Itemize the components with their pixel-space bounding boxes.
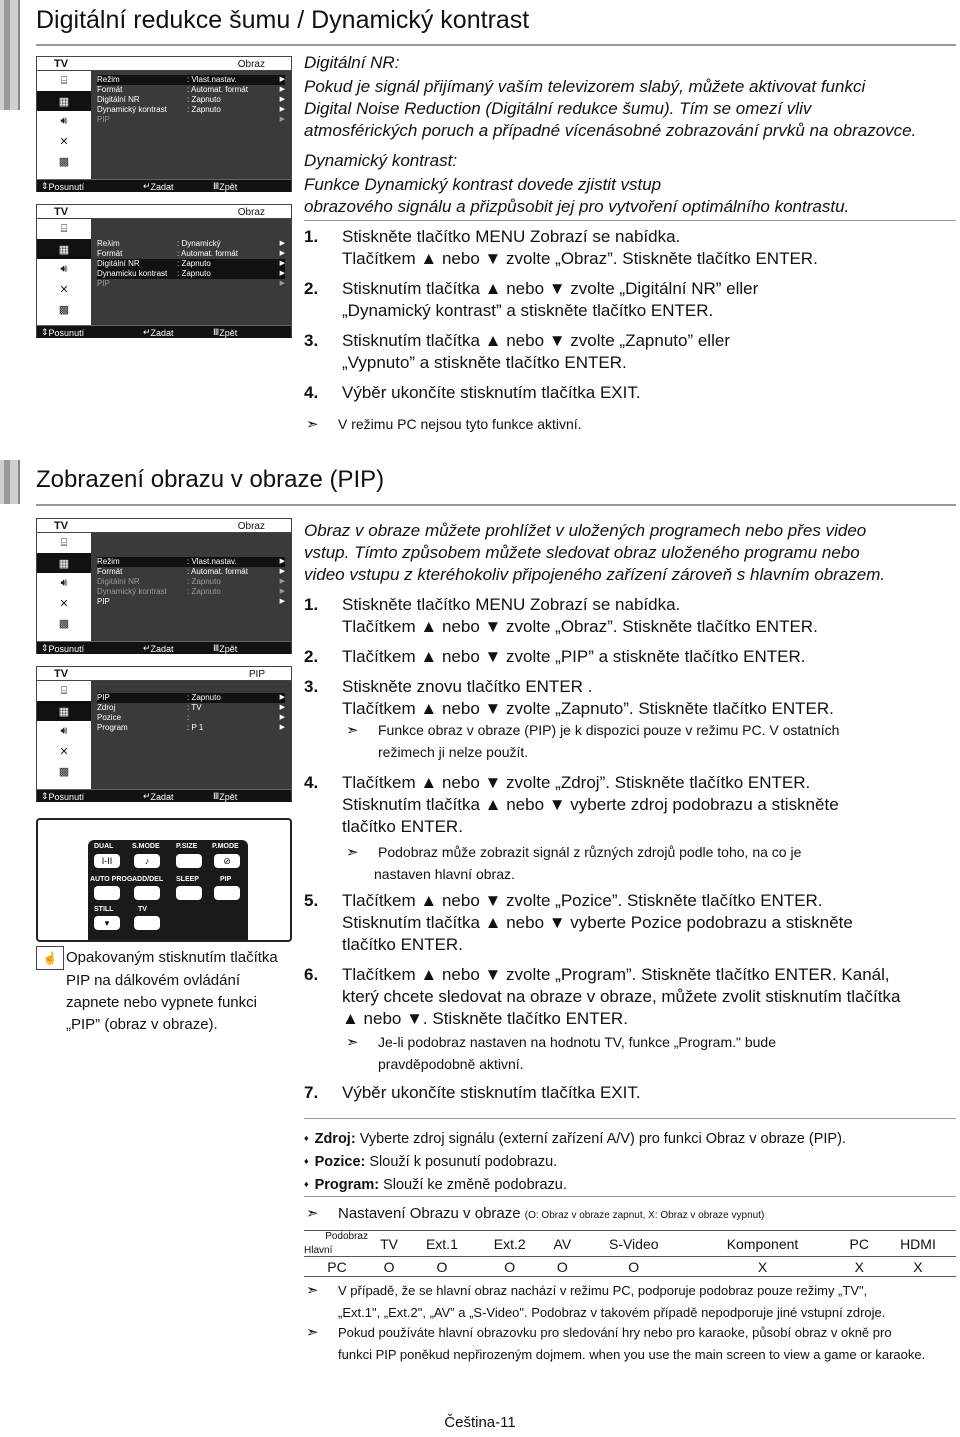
sound-icon: 🔊︎ xyxy=(60,262,68,275)
table-header: PC xyxy=(839,1231,880,1257)
sleep-button[interactable] xyxy=(176,886,202,900)
picture-icon: ▦ xyxy=(37,239,91,259)
table-header: Ext.2 xyxy=(476,1231,544,1257)
input-icon: ⌸ xyxy=(60,222,68,235)
divider xyxy=(304,220,956,221)
step-1: 1. Stiskněte tlačítko MENU Zobrazí se nabídka. xyxy=(304,227,681,246)
note-program: ➣ Je-li podobraz nastaven na hodnotu TV, funkce „Program." bude xyxy=(346,1034,777,1051)
osd-row[interactable]: Digitální NR : Zapnuto ▶ xyxy=(97,577,285,586)
pip-button[interactable] xyxy=(214,886,240,900)
osd-row[interactable]: Formát : Automat. formát ▶ xyxy=(97,85,285,94)
key-label: S.MODE xyxy=(132,843,160,850)
list-item: ♦ Program: Slouží ke změně podobrazu. xyxy=(304,1173,956,1196)
picture-icon: ▦ xyxy=(37,701,91,721)
osd-menu-picture-1 xyxy=(36,56,292,192)
pip-step-7: 7. Výběr ukončíte stisknutím tlačítka EXIT. xyxy=(304,1083,641,1102)
section-bar xyxy=(0,460,20,504)
osd-row[interactable]: Digitální NR : Zapnuto ▶ xyxy=(97,259,285,268)
table-title: ➣ Nastavení Obrazu v obraze (O: Obraz v obraze zapnut, X: Obraz v obraze vypnut) xyxy=(306,1205,765,1222)
pip-step-4: 4. Tlačítkem ▲ nebo ▼ zvolte „Zdroj”. Stiskněte tlačítko ENTER. xyxy=(304,773,811,792)
table-header: TV xyxy=(370,1231,408,1257)
dc-title: Dynamický kontrast: xyxy=(304,151,458,170)
osd-menu-picture-3: TV Obraz ⌸ ▦ 🔊︎ ✕ ▩ Režim : Vlast.nastav. ▶ Formát : Automat. formát ▶ Digitální NR : Zapnuto ▶ Dynamický kontrast : Zapnuto ▶ PIP ▶ ⇕ Posunutí ↵ Zadat Ⅲ Zpět xyxy=(36,518,292,654)
osd-row[interactable]: Režim : Vlast.nastav. ▶ xyxy=(97,557,285,566)
step-2-line-2: „Dynamický kontrast” a stiskněte tlačítko ENTER. xyxy=(342,301,714,320)
osd-menu-picture-2: TV Obraz ⌸ ▦ 🔊︎ ✕ ▩ Reλim : Dynamický ▶ Formát : Automat. formát ▶ Digitální NR : Zapnuto ▶ Dynamicku kontrast : Zapnuto ▶ PIP ▶ ⇕ Posunutí ↵ Zadat Ⅲ Zpět xyxy=(36,204,292,338)
input-icon: ⌸ xyxy=(60,536,68,549)
osd-menu-title: Obraz xyxy=(237,59,265,70)
channel-icon: ✕ xyxy=(59,745,69,758)
sound-icon: 🔊︎ xyxy=(60,724,68,737)
table-header: AV xyxy=(544,1231,581,1257)
pip-compat-table xyxy=(304,1230,956,1277)
remote-control xyxy=(36,818,292,942)
osd-menu-pip: TV PIP ⌸ ▦ 🔊︎ ✕ ▩ PIP : Zapnuto ▶ Zdroj : TV ▶ Pozice : ▶ Program : P 1 ▶ ⇕ Posunutí ↵ Zadat Ⅲ Zpět xyxy=(36,666,292,802)
pip-step-5: 5. Tlačítkem ▲ nebo ▼ zvolte „Pozice”. Stiskněte tlačítko ENTER. xyxy=(304,891,823,910)
final-note-1: ➣ V případě, že se hlavní obraz nachází v režimu PC, podporuje podobraz pouze režimy „TV", xyxy=(306,1282,868,1299)
pip-step-6: 6. Tlačítkem ▲ nebo ▼ zvolte „Program”. Stiskněte tlačítko ENTER. Kanál, xyxy=(304,965,890,984)
step-3-line-2: „Vypnuto” a stiskněte tlačítko ENTER. xyxy=(342,353,627,372)
channel-icon: ✕ xyxy=(59,135,69,148)
title-rule xyxy=(36,504,956,506)
key-label: P.SIZE xyxy=(176,843,198,850)
note-pc: ➣ V režimu PC nejsou tyto funkce aktivní. xyxy=(306,416,582,433)
pmode-button[interactable]: ⊘ xyxy=(214,854,240,868)
page-footer: Čeština-11 xyxy=(444,1414,516,1431)
pip-step-3: 3. Stiskněte znovu tlačítko ENTER . xyxy=(304,677,593,696)
dc-text-1: Funkce Dynamický kontrast dovede zjistit vstup xyxy=(304,175,662,194)
table-header: S-Video xyxy=(581,1231,686,1257)
osd-row[interactable]: Reλim : Dynamický ▶ xyxy=(97,239,285,248)
hand-icon: ☝ xyxy=(36,946,64,970)
pip-options-list xyxy=(304,1118,956,1196)
smode-button[interactable]: ♪ xyxy=(134,854,160,868)
page-title: Digitální redukce šumu / Dynamický kontrast xyxy=(36,6,530,34)
note-pip-pc: ➣ Funkce obraz v obraze (PIP) je k dispozici pouze v režimu PC. V ostatních xyxy=(346,722,840,739)
list-item: ♦ Pozice: Slouží k posunutí podobrazu. xyxy=(304,1150,956,1173)
osd-row[interactable]: PIP ▶ xyxy=(97,597,285,606)
key-label: TV xyxy=(138,906,147,913)
final-note-2: ➣ Pokud používáte hlavní obrazovku pro sledování hry nebo pro karaoke, působí obraz v okně pro xyxy=(306,1324,892,1341)
osd-row[interactable]: Program : P 1 ▶ xyxy=(97,723,285,732)
osd-row[interactable]: Pozice : ▶ xyxy=(97,713,285,722)
input-icon: ⌸ xyxy=(60,684,68,697)
adddel-button[interactable] xyxy=(134,886,160,900)
osd-row[interactable]: Formát : Automat. formát ▶ xyxy=(97,567,285,576)
table-header: Ext.1 xyxy=(408,1231,476,1257)
key-label: STILL xyxy=(94,906,114,913)
dc-text-2: obrazového signálu a přizpůsobit jej pro vytvoření optimálního kontrastu. xyxy=(304,197,850,216)
pip-step-1: 1. Stiskněte tlačítko MENU Zobrazí se nabídka. xyxy=(304,595,681,614)
nr-title: Digitální NR: xyxy=(304,53,400,72)
channel-icon: ✕ xyxy=(59,283,69,296)
nr-text-1: Pokud je signál přijímaný vaším televizorem slabý, můžete aktivovat funkci xyxy=(304,77,866,96)
title-rule xyxy=(36,44,956,46)
note-source: ➣ Podobraz může zobrazit signál z různých zdrojů podle toho, na co je xyxy=(346,844,802,861)
step-4: 4. Výběr ukončíte stisknutím tlačítka EXIT. xyxy=(304,383,641,402)
autoprog-button[interactable] xyxy=(94,886,120,900)
nr-text-3: atmosférických poruch a případné vícenásobné zobrazování prvků na obrazovce. xyxy=(304,121,917,140)
picture-icon: ▦ xyxy=(37,553,91,573)
channel-icon: ✕ xyxy=(59,597,69,610)
key-label: ADD/DEL xyxy=(132,876,164,883)
setup-icon: ▩ xyxy=(58,617,70,630)
pip-intro-3: video vstupu z kteréhokoliv připojeného zařízení zároveň s hlavním obrazem. xyxy=(304,565,886,584)
setup-icon: ▩ xyxy=(58,765,70,778)
pip-step-2: 2. Tlačítkem ▲ nebo ▼ zvolte „PIP” a stiskněte tlačítko ENTER. xyxy=(304,647,806,666)
osd-row[interactable]: PIP : Zapnuto ▶ xyxy=(97,693,285,702)
pip-intro-2: vstup. Tímto způsobem můžete sledovat obraz uloženého programu nebo xyxy=(304,543,860,562)
setup-icon: ▩ xyxy=(58,155,70,168)
tv-button[interactable] xyxy=(134,916,160,930)
nr-text-2: Digital Noise Reduction (Digitální redukce šumu). Tím se omezí vliv xyxy=(304,99,812,118)
step-3: 3. Stisknutím tlačítka ▲ nebo ▼ zvolte „Zapnuto” eller xyxy=(304,331,730,350)
key-label: SLEEP xyxy=(176,876,199,883)
picture-icon: ▦ xyxy=(37,91,91,111)
sound-icon: 🔊︎ xyxy=(60,576,68,589)
dual-button[interactable]: I-II xyxy=(94,854,120,868)
key-label: AUTO PROG. xyxy=(90,876,135,883)
input-icon: ⌸ xyxy=(60,74,68,87)
osd-row[interactable]: Dynamický kontrast : Zapnuto ▶ xyxy=(97,587,285,596)
section-bar xyxy=(0,0,20,110)
osd-row[interactable]: PIP ▶ xyxy=(97,279,285,288)
section-title-pip: Zobrazení obrazu v obraze (PIP) xyxy=(36,466,385,493)
enter-hint: ↵ Zadat xyxy=(143,181,174,192)
table-corner: Podobraz Hlavní xyxy=(304,1231,368,1256)
nav-hint: ⇕ Posunutí xyxy=(41,181,85,192)
osd-row[interactable]: Dynamický kontrast : Zapnuto ▶ xyxy=(97,105,285,114)
remote-body xyxy=(88,840,248,942)
key-label: DUAL xyxy=(94,843,114,850)
setup-icon: ▩ xyxy=(58,303,70,316)
table-row: PC O O O O O X X X xyxy=(304,1257,956,1277)
step-1-line-2: Tlačítkem ▲ nebo ▼ zvolte „Obraz”. Stiskněte tlačítko ENTER. xyxy=(342,249,818,268)
sound-icon: 🔊︎ xyxy=(60,114,68,127)
osd-row[interactable]: Zdroj : TV ▶ xyxy=(97,703,285,712)
list-item: ♦ Zdroj: Vyberte zdroj signálu (externí zařízení A/V) pro funkci Obraz v obraze (PIP). xyxy=(304,1127,956,1150)
note-arrow-icon: ➣ xyxy=(306,416,319,433)
table-header: Komponent xyxy=(686,1231,838,1257)
pip-intro-1: Obraz v obraze můžete prohlížet v uložených programech nebo přes video xyxy=(304,521,867,540)
osd-row[interactable]: Digitální NR : Zapnuto ▶ xyxy=(97,95,285,104)
table-header: HDMI xyxy=(880,1231,956,1257)
psize-button[interactable] xyxy=(176,854,202,868)
remote-note: ☝ Opakovaným stisknutím tlačítka PIP na dálkovém ovládání zapnete nebo vypnete funkci „PIP” (obraz v obraze). xyxy=(36,946,278,1036)
osd-tv-label: TV xyxy=(54,58,69,70)
back-hint: Ⅲ Zpět xyxy=(213,181,238,192)
osd-row[interactable]: Formát : Automat. formát ▶ xyxy=(97,249,285,258)
still-button[interactable]: ▾ xyxy=(94,916,120,930)
osd-row[interactable]: PIP ▶ xyxy=(97,115,285,124)
step-2: 2. Stisknutím tlačítka ▲ nebo ▼ zvolte „Digitální NR” eller xyxy=(304,279,759,298)
osd-row[interactable]: Dynamicku kontrast : Zapnuto ▶ xyxy=(97,269,285,278)
osd-row[interactable]: Režim : Vlast.nastav. ▶ xyxy=(97,75,285,84)
key-label: PIP xyxy=(220,876,232,883)
key-label: P.MODE xyxy=(212,843,239,850)
